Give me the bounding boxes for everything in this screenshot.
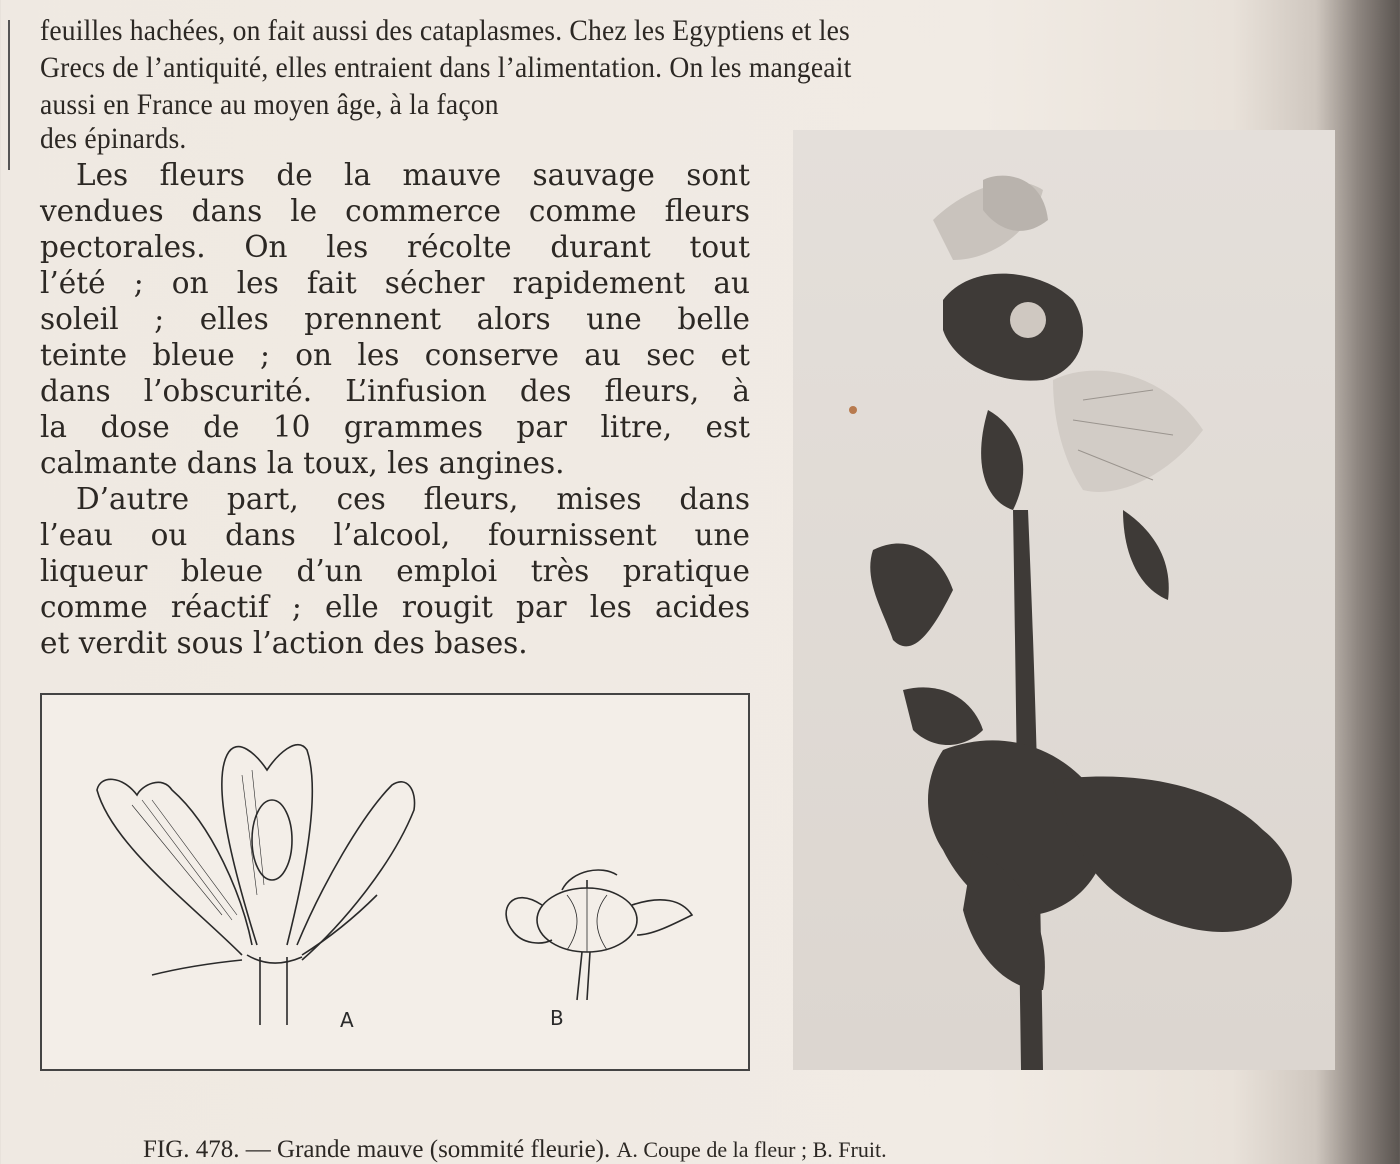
- figure-title: Grande mauve (sommité fleurie).: [277, 1136, 611, 1163]
- text-line: l’eau ou dans l’alcool, fournissent une: [40, 518, 750, 552]
- text-line: pectorales. On les récolte durant tout: [40, 230, 750, 264]
- text-line: et verdit sous l’action des bases.: [40, 626, 528, 660]
- mallow-plant-icon: [793, 130, 1335, 1070]
- label-a: A: [340, 1008, 354, 1032]
- text-line: D’autre part, ces fleurs, mises dans: [76, 482, 750, 516]
- text-line: comme réactif ; elle rougit par les acides: [40, 590, 750, 624]
- text-line: la dose de 10 grammes par litre, est: [40, 410, 750, 444]
- text-line: feuilles hachées, on fait aussi des cataplasmes. Chez les Egyptiens et les: [40, 14, 850, 47]
- text-line: vendues dans le commerce comme fleurs: [40, 194, 750, 228]
- figure-caption: [143, 1136, 887, 1164]
- text-line: Grecs de l’antiquité, elles entraient dans l’alimentation. On les mangeait: [40, 51, 852, 84]
- text-line: des épinards.: [40, 122, 187, 155]
- text-line: teinte bleue ; on les conserve au sec et: [40, 338, 750, 372]
- text-line: Les fleurs de la mauve sauvage sont: [76, 158, 750, 192]
- text-line: soleil ; elles prennent alors une belle: [40, 302, 750, 336]
- label-b: B: [550, 1006, 564, 1030]
- caption-dash: —: [245, 1136, 271, 1163]
- margin-rule: [8, 20, 10, 170]
- paragraph-reagent: [40, 481, 750, 661]
- text-line: calmante dans la toux, les angines.: [40, 446, 565, 480]
- text-line: dans l’obscurité. L’infusion des fleurs, à: [40, 374, 750, 408]
- figure-number: FIG. 478.: [143, 1136, 240, 1163]
- mallow-plant-photo: [793, 130, 1335, 1070]
- figure-parts: A. Coupe de la fleur ; B. Fruit.: [616, 1137, 887, 1162]
- text-line: liqueur bleue d’un emploi très pratique: [40, 554, 750, 588]
- flower-section-drawing: [40, 693, 750, 1071]
- text-line: aussi en France au moyen âge, à la façon: [40, 88, 499, 121]
- paragraph-flower-uses: [40, 157, 750, 481]
- flower-illustration-icon: [42, 695, 748, 1069]
- text-line: l’été ; on les fait sécher rapidement au: [40, 266, 750, 300]
